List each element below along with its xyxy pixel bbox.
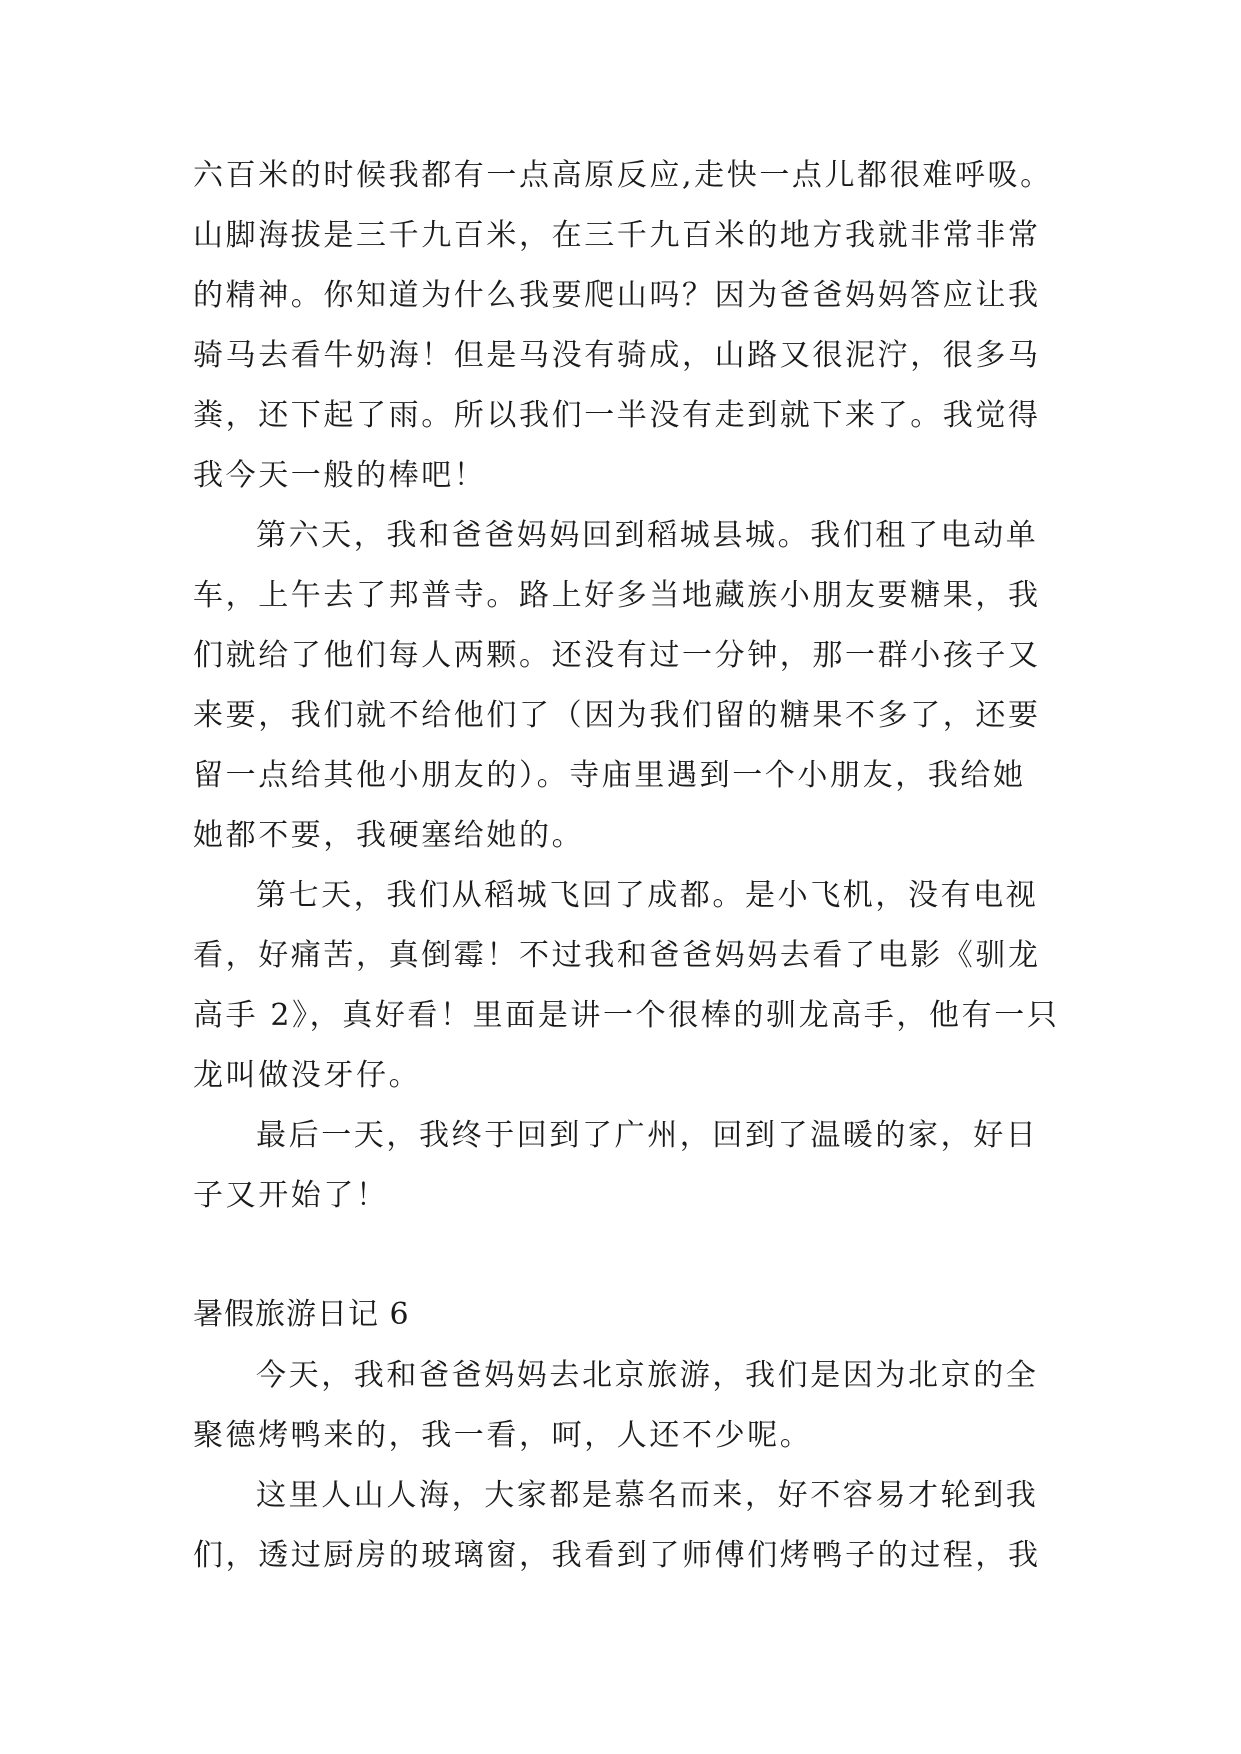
paragraph-first-line: 这里人山人海，大家都是慕名而来，好不容易才轮到我 [256, 1478, 1039, 1513]
paragraph-line: 粪，还下起了雨。所以我们一半没有走到就下来了。我觉得 [193, 398, 1041, 433]
paragraph-line: 们，透过厨房的玻璃窗，我看到了师傅们烤鸭子的过程，我 [193, 1538, 1041, 1573]
paragraph-line: 子又开始了！ [193, 1178, 389, 1213]
paragraph-line: 我今天一般的棒吧！ [193, 458, 487, 493]
paragraph-line: 的精神。你知道为什么我要爬山吗？因为爸爸妈妈答应让我 [193, 278, 1041, 313]
paragraph-line: 聚德烤鸭来的，我一看，呵，人还不少呢。 [193, 1418, 813, 1453]
paragraph-line: 来要，我们就不给他们了（因为我们留的糖果不多了，还要 [193, 698, 1041, 733]
paragraph-line: 车，上午去了邦普寺。路上好多当地藏族小朋友要糖果，我 [193, 578, 1041, 613]
paragraph-line: 看，好痛苦，真倒霉！不过我和爸爸妈妈去看了电影《驯龙 [193, 938, 1041, 973]
paragraph-line: 高手 2》，真好看！里面是讲一个很棒的驯龙高手，他有一只 [193, 998, 1060, 1033]
paragraph-line: 们就给了他们每人两颗。还没有过一分钟，那一群小孩子又 [193, 638, 1041, 673]
section-title: 暑假旅游日记 6 [193, 1297, 410, 1332]
paragraph-line: 山脚海拔是三千九百米，在三千九百米的地方我就非常非常 [193, 218, 1041, 253]
paragraph-line: 留一点给其他小朋友的）。寺庙里遇到一个小朋友，我给她 [193, 758, 1026, 793]
paragraph-first-line: 最后一天，我终于回到了广州，回到了温暖的家，好日 [256, 1118, 1039, 1153]
paragraph-line: 她都不要，我硬塞给她的。 [193, 818, 585, 853]
paragraph-line: 龙叫做没牙仔。 [193, 1058, 422, 1093]
paragraph-line: 六百米的时候我都有一点高原反应,走快一点儿都很难呼吸。 [193, 158, 1053, 193]
paragraph-first-line: 今天，我和爸爸妈妈去北京旅游，我们是因为北京的全 [256, 1358, 1039, 1393]
paragraph-first-line: 第六天，我和爸爸妈妈回到稻城县城。我们租了电动单 [256, 518, 1039, 553]
paragraph-line: 骑马去看牛奶海！但是马没有骑成，山路又很泥泞，很多马 [193, 338, 1041, 373]
paragraph-first-line: 第七天，我们从稻城飞回了成都。是小飞机，没有电视 [256, 878, 1039, 913]
